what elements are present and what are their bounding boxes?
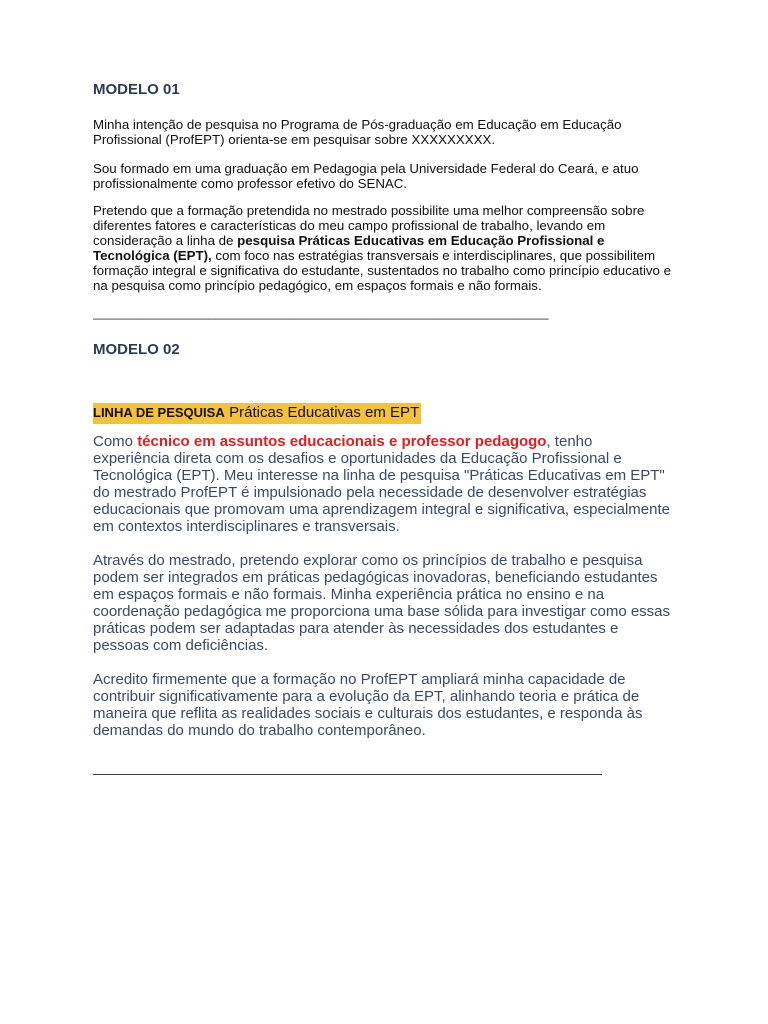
modelo-02-paragraph-3: Acredito firmemente que a formação no ProfEPT ampliará minha capacidade de contribuir significativamente para a evolução da EPT, alinhando teoria e prática de maneira que reflita as realidades sociais e culturais dos estudantes, e responda às demandas do mundo do trabalho contemporâneo. — [93, 671, 643, 740]
modelo-01-paragraph-3-start: Pretendo que a formação pretendida no mestrado possibilite uma melhor compreensão sobre diferentes fatores e características do meu campo profissional de trabalho, levando em consideração a linha de — [93, 203, 645, 248]
modelo-02-paragraph-2: Através do mestrado, pretendo explorar como os princípios de trabalho e pesquisa podem ser integrados em práticas pedagógicas inovadoras, beneficiando estudantes em espaços formais e não formais. Minha experiência prática no ensino e na coordenação pedagógica me proporciona uma base sólida para investigar como essas práticas podem ser adaptadas para atender às necessidades dos estudantes e pessoas com deficiências. — [93, 552, 671, 655]
modelo-02-role-highlight: técnico em assuntos educacionais e professor pedagogo — [137, 433, 547, 450]
modelo-02-paragraph-1 — [93, 433, 673, 536]
research-line-label: LINHA DE PESQUISA — [93, 405, 225, 420]
modelo-01-paragraph-3-end: com foco nas estratégias transversais e interdisciplinares, que possibilitem formação integral e significativa do estudante, sustentados no trabalho como princípio educativo e na pesquisa como princípio pedagógico, em espaços formais e não formais. — [93, 248, 672, 293]
separator-line-2: _____________________________________________________________ — [93, 759, 602, 776]
modelo-02-paragraph-1-rest: , tenho experiência direta com os desafios e oportunidades da Educação Profissional e Tecnológica (EPT). Meu interesse na linha de pesquisa "Práticas Educativas em EPT" do mestrado ProfEPT é impulsionado pela necessidade de desenvolver estratégias educacionais que promovam uma aprendizagem integral e significativa, especialmente em contextos interdisciplinares e transversais. — [93, 433, 670, 536]
separator-line-1: _______________________________________________________________ — [93, 305, 549, 320]
modelo-01-paragraph-3 — [93, 203, 673, 293]
modelo-02-title: MODELO 02 — [93, 341, 180, 358]
research-line-value: Práticas Educativas em EPT — [229, 404, 420, 421]
modelo-01-title: MODELO 01 — [93, 81, 180, 98]
modelo-02-paragraph-1-start: Como — [93, 433, 138, 450]
research-line-highlight — [93, 403, 421, 424]
modelo-01-paragraph-1: Minha intenção de pesquisa no Programa de Pós-graduação em Educação em Educação Profissional (ProfEPT) orienta-se em pesquisar sobre XXXXXXXXX. — [93, 117, 622, 147]
modelo-01-paragraph-2: Sou formado em uma graduação em Pedagogia pela Universidade Federal do Ceará, e atuo profissionalmente como professor efetivo do SENAC. — [93, 161, 639, 191]
modelo-01-research-line-bold: pesquisa Práticas Educativas em Educação Profissional e Tecnológica (EPT), — [93, 233, 605, 263]
